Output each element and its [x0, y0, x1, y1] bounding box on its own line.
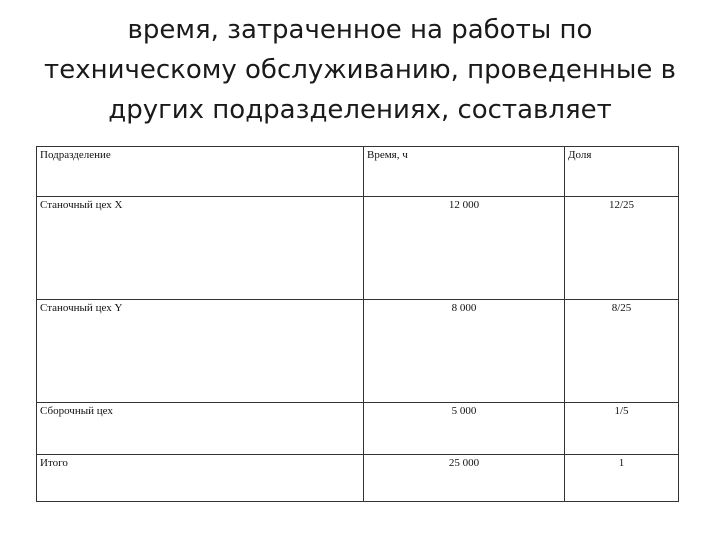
department-cell: Станочный цех Y	[37, 300, 364, 403]
hours-cell: 5 000	[364, 403, 565, 455]
table-row	[37, 197, 679, 300]
title-line: других подразделениях, составляет	[108, 95, 612, 125]
hours-cell: 8 000	[364, 300, 565, 403]
hours-cell: 12 000	[364, 197, 565, 300]
share-cell: 8/25	[565, 300, 679, 403]
table-row	[37, 300, 679, 403]
share-cell: 1	[565, 455, 679, 502]
slide-title	[20, 10, 700, 130]
header-hours: Время, ч	[364, 147, 565, 197]
share-cell: 1/5	[565, 403, 679, 455]
table-total-row	[37, 455, 679, 502]
department-cell: Станочный цех X	[37, 197, 364, 300]
title-line: техническому обслуживанию, проведенные в	[44, 55, 676, 85]
maintenance-time-table	[36, 146, 679, 502]
table-row	[37, 403, 679, 455]
hours-cell: 25 000	[364, 455, 565, 502]
header-share: Доля	[565, 147, 679, 197]
header-department: Подразделение	[37, 147, 364, 197]
title-line: время, затраченное на работы по	[127, 15, 593, 45]
table-header-row	[37, 147, 679, 197]
department-cell: Сборочный цех	[37, 403, 364, 455]
share-cell: 12/25	[565, 197, 679, 300]
department-cell: Итого	[37, 455, 364, 502]
